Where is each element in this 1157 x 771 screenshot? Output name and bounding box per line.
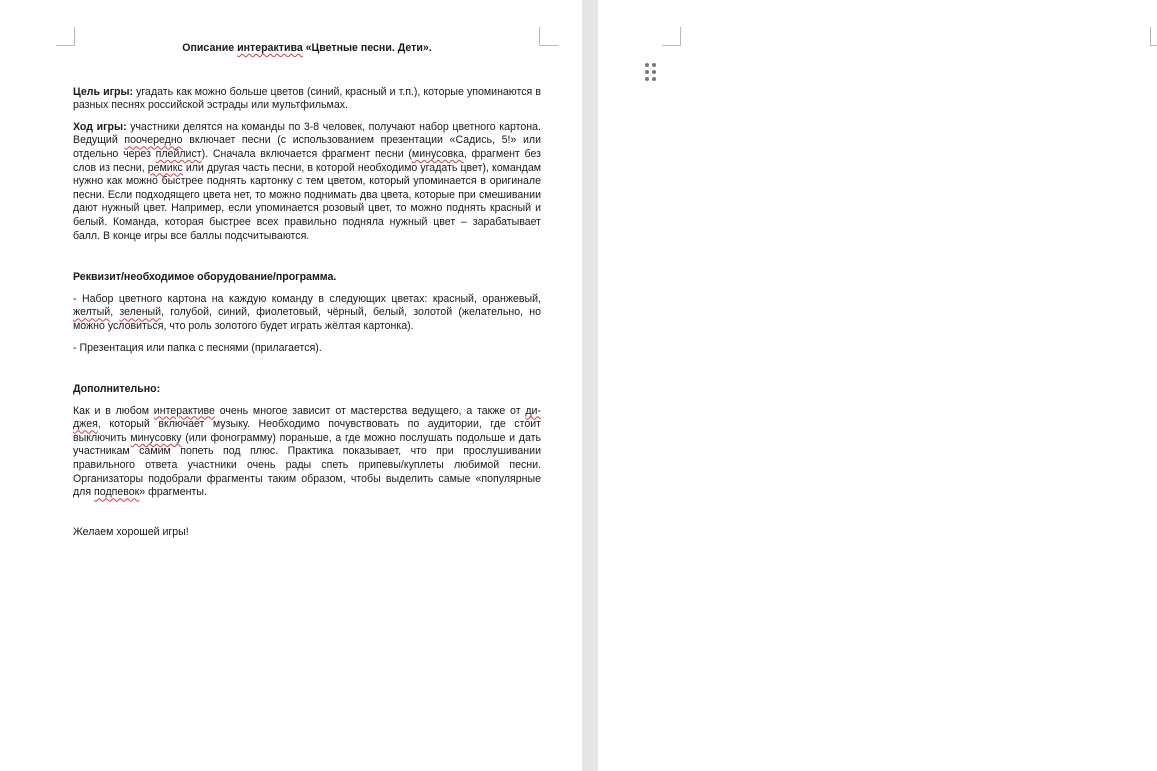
document-page-2[interactable] <box>598 0 1157 771</box>
spellcheck-word: плейлист <box>155 147 202 160</box>
spellcheck-word: подпевок <box>94 486 140 499</box>
additional-heading: Дополнительно: <box>73 383 161 396</box>
props-heading: Реквизит/необходимое оборудование/программа. <box>73 271 337 284</box>
spellcheck-word: зеленый <box>119 306 162 319</box>
spellcheck-word: интерактива <box>237 42 303 54</box>
goal-paragraph: Цель игры: угадать как можно больше цветов (синий, красный и т.п.), которые упоминаются в разных песнях российской эстрады или мультфильмах. <box>73 85 541 112</box>
document-body[interactable] <box>73 42 541 547</box>
spellcheck-word: ремикс <box>147 161 183 174</box>
props-item-presentation: - Презентация или папка с песнями (прилагается). <box>73 341 322 354</box>
process-paragraph: Ход игры: участники делятся на команды по 3-8 человек, получают набор цветного картона. Ведущий поочередно включает песни (с использованием презентации «Садись, 5!» или отдельно через плейлист). Сначала включается фрагмент песни (минусовка, фрагмент без слов из песни, ремикс или другая часть песни, в которой необходимо угадать цвет), командам нужно как можно быстрее поднять картонку с тем цветом, который упоминается в оригинале песни. Если подходящего цвета нет, то можно поднимать два цвета, которые при смешивании дают нужный цвет. Например, если упоминается розовый цвет, то можно поднять красный и белый. Команда, которая быстрее всех правильно подняла нужный цвет – зарабатывает балл. В конце игры все баллы подсчитываются. <box>73 120 542 242</box>
goal-label: Цель игры: <box>73 85 134 98</box>
closing-line: Желаем хорошей игры! <box>73 525 189 538</box>
spellcheck-word: поочередно <box>124 134 183 147</box>
document-title: Описание интерактива «Цветные песни. Дети». <box>182 42 432 54</box>
spellcheck-word: интерактиве <box>153 404 215 417</box>
process-label: Ход игры: <box>73 120 127 133</box>
margin-corner-top-right <box>539 27 558 46</box>
spellcheck-word: минусовка <box>411 147 464 160</box>
spellcheck-word: минусовку <box>130 431 182 444</box>
spellcheck-word: желтый <box>73 306 111 319</box>
margin-corner-top-right <box>1150 27 1157 46</box>
spellcheck-word: ди-джея <box>73 404 542 431</box>
drag-handle-icon[interactable] <box>645 63 657 83</box>
additional-paragraph: Как и в любом интерактиве очень многое зависит от мастерства ведущего, а также от ди-джея, который включает музыку. Необходимо почувствовать по аудитории, где стоит выключить минусовку (или фонограмму) пораньше, а где можно послушать подольше и дать участникам самим попеть под плюс. Практика показывает, что при прослушивании правильного ответа участники очень рады спеть припевы/куплеты любимой песни. Организаторы подобрали фрагменты таким образом, чтобы выделить самые «популярные для подпевок» фрагменты. <box>73 404 542 499</box>
props-item-cardboard: - Набор цветного картона на каждую команду в следующих цветах: красный, оранжевый, желтый, зеленый, голубой, синий, фиолетовый, чёрный, белый, золотой (желательно, но можно условиться, что роль золотого будет играть жёлтая картонка). <box>73 292 541 332</box>
margin-corner-top-left <box>662 27 681 46</box>
